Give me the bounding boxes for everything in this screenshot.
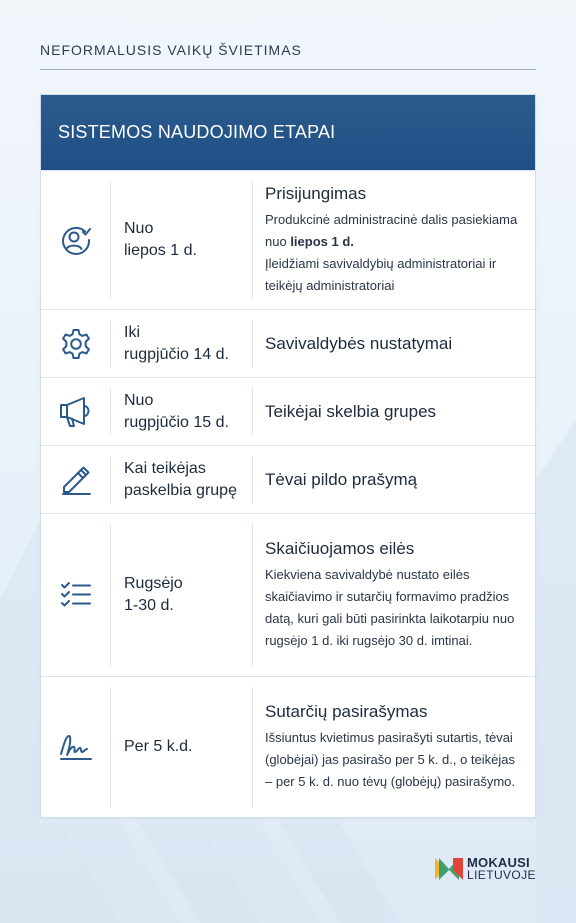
stage-row-queue-calculation [41, 513, 535, 676]
desc-text: Produkcinė administracinė dalis pasiekiama nuo [265, 212, 518, 249]
stage-content [253, 677, 535, 817]
logo-wordmark [467, 856, 536, 882]
stage-content [253, 514, 535, 676]
stages-card [40, 94, 536, 818]
stage-row-contract-signing [41, 676, 535, 817]
stage-description: Kiekviena savivaldybė nustato eilės skaičiavimo ir sutarčių formavimo pradžios datą, kuri gali būti pasirinkta laikotarpiu nuo rugsėjo 1 d. iki rugsėjo 30 d. imtinai. [265, 567, 515, 648]
stage-icon-cell [41, 456, 111, 503]
signature-icon [58, 730, 94, 764]
logo-line-1: MOKAUSI [467, 855, 530, 870]
stage-content [253, 378, 535, 445]
checklist-icon [59, 578, 93, 612]
megaphone-icon [58, 395, 94, 429]
desc-bold-date: liepos 1 d. [290, 234, 354, 249]
logo-line-2: LIETUVOJE [467, 868, 536, 882]
stage-icon-cell [41, 524, 111, 666]
logo-mark-icon [435, 856, 463, 882]
stage-row-municipality-settings [41, 309, 535, 377]
stage-content [253, 446, 535, 513]
stage-title: Skaičiuojamos eilės [265, 539, 415, 558]
mokausi-lietuvoje-logo [435, 856, 536, 882]
stage-title: Prisijungimas [265, 184, 367, 203]
stage-date: Per 5 k.d. [111, 687, 253, 807]
stage-date: Nuo rugpjūčio 15 d. [111, 388, 253, 435]
stage-icon-cell [41, 687, 111, 807]
stage-title: Teikėjai skelbia grupes [265, 401, 437, 421]
stage-date: Rugsėjo 1-30 d. [111, 524, 253, 666]
stage-date: Nuo liepos 1 d. [111, 181, 253, 299]
stage-title: Sutarčių pasirašymas [265, 702, 428, 721]
desc-text-2: Įleidžiami savivaldybių administratoriai ir teikėjų administratoriai [265, 256, 497, 293]
stage-date: Iki rugpjūčio 14 d. [111, 320, 253, 367]
pencil-icon [59, 463, 93, 497]
stage-row-login [41, 170, 535, 309]
stage-content [253, 310, 535, 377]
stage-content [253, 171, 535, 309]
card-header: SISTEMOS NAUDOJIMO ETAPAI [41, 95, 535, 170]
stage-icon-cell [41, 320, 111, 367]
stage-icon-cell [41, 181, 111, 299]
kicker-divider [40, 69, 536, 70]
section-kicker: NEFORMALUSIS VAIKŲ ŠVIETIMAS [40, 42, 302, 58]
stage-icon-cell [41, 388, 111, 435]
stage-row-parents-apply [41, 445, 535, 513]
stage-date: Kai teikėjas paskelbia grupę [111, 456, 253, 503]
user-check-icon [59, 223, 93, 257]
stage-description: Išsiuntus kvietimus pasirašyti sutartis, tėvai (globėjai) jas pasirašo per 5 k. d., o teikėjas – per 5 k. d. nuo tėvų (globėjų) pasirašymo. [265, 730, 516, 789]
stage-description [265, 209, 523, 297]
stage-title: Tėvai pildo prašymą [265, 469, 418, 489]
stage-title: Savivaldybės nustatymai [265, 333, 453, 353]
stage-row-providers-publish [41, 377, 535, 445]
gear-icon [59, 327, 93, 361]
